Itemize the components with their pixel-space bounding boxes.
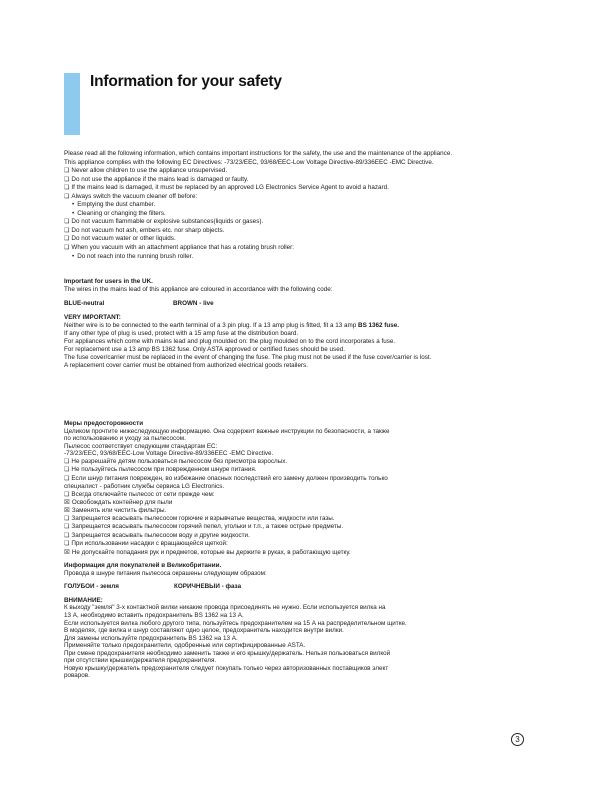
uk-line: Новую крышку/держатель предохранителя следует покупать только через авторизованных поставщиков элект [64,664,389,672]
list-item: ❏ Не пользуйтесь пылесосом при поврежденном шнуре питания. [64,466,542,475]
intro-line: -73/23/EEC, 93/68/EEC-Low Voltage Directive-89/336EEC -EMC Directive. [64,450,274,458]
uk-line: Применяйте только предохранители, одобренные или сертифицированные ASTA. [64,642,306,650]
wire-blue: ГОЛУБОЙ - земля [64,583,119,591]
list-item: ❏ Do not vacuum flammable or explosive substances(liquids or gases). [64,218,542,227]
list-item: ❏ Do not use the appliance if the mains lead is damaged or faulty. [64,176,542,185]
uk-line: A replacement cover carrier must be obtained from authorized electrical goods retailers. [64,362,308,369]
uk-line: If any other type of plug is used, protect with a 15 amp fuse at the distribution board. [64,330,299,337]
page-number: 3 [511,733,524,746]
uk-section-en [64,278,542,370]
sub-list-item: • Do not reach into the running brush roller. [64,253,542,262]
wires-text: The wires in the mains lead of this appliance are coloured in accordance with the following code: [64,286,333,293]
wire-codes [64,583,542,591]
list-item: ❏ Не разрешайте детям пользоваться пылесосом без присмотра взрослых. [64,458,542,467]
uk-line: При смене предохранителя необходимо заменить также и его крышку/держатель. Нельзя пользоваться вилкой [64,649,391,657]
list-item: ❏ When you vacuum with an attachment appliance that has a rotating brush roller: [64,244,542,253]
ru-uk-heading: Информация для покупателей в Великобритании. [64,562,222,570]
list-item: ❏ Всегда отключайте пылесос от сети прежде чем: [64,491,542,500]
intro-line: Please read all the following information, which contains important instructions for the safety, the use and the maintenance of the appliance. [64,150,453,157]
list-item: ❏ Do not vacuum hot ash, embers etc. nor sharp objects. [64,227,542,236]
uk-line: For appliances which come with mains lead and plug moulded on: the plug moulded on to the cord incorporates a fuse. [64,338,396,345]
list-item: ❏ Запрещается всасывать пылесосом горючие и взрывчатые вещества, жидкости или газы. [64,515,542,524]
wires-text: Провода в шнуре питания пылесоса окрашены следующим образом: [64,569,267,577]
uk-line: К выходу "земля" 3-х контактной вилки никакие провода присоединять не нужно. Если используется вилка на [64,604,386,612]
wire-codes [64,300,542,308]
wire-blue: BLUE-neutral [64,300,105,307]
list-item: ❏ Если шнур питания поврежден, во избежание опасных последствий его замену должен производить только [64,475,542,484]
uk-line: For replacement use a 13 amp BS 1362 fuse. Only ASTA approved or certified fuses should be used. [64,346,345,353]
wire-brown: BROWN - live [173,300,214,307]
wire-brown: КОРИЧНЕВЫЙ - фаза [174,583,242,591]
list-item: ❏ Never allow children to use the appliance unsupervised. [64,167,542,176]
safety-section-en [64,150,542,261]
sub-list-item: • Cleaning or changing the filters. [64,210,542,219]
x-list-item: ☒ Освобождать контейнер для пыли [64,499,542,507]
uk-line: Для замены используйте предохранитель BS 1362 на 13 А. [64,634,238,642]
list-item: ❏ При использовании насадки с вращающейся щеткой: [64,540,542,549]
uk-line: роваров. [64,672,90,680]
ru-heading: Меры предосторожности [64,420,144,427]
list-item: ❏ If the mains lead is damaged, it must be replaced by an approved LG Electronics Service Agent to avoid a hazard. [64,184,542,193]
intro-line: Пылесос соответствует следующим стандартам ЕС: [64,442,218,450]
uk-heading: Important for users in the UK. [64,278,153,285]
page-title: Information for your safety [90,73,282,90]
sub-list-item: • Emptying the dust chamber. [64,201,542,210]
intro-line: Целиком прочтите нижеследующую информацию. Она содержит важные инструкции по безопасности, а также [64,427,390,435]
fuse-bold: BS 1362 fuse. [358,322,399,329]
very-important-heading: ВНИМАНИЕ: [64,596,103,604]
uk-line: В моделях, где вилка и шнур составляют одно целое, предохранитель находится внутри вилки. [64,627,344,635]
x-list-item: ☒ Заменять или чистить фильтры. [64,507,542,515]
safety-section-ru [64,420,542,680]
uk-line: Neither wire is to be connected to the earth terminal of a 3 pin plug. If a 13 amp plug is fitted, fit a 13 amp BS 1362 fuse. [64,322,399,329]
list-item: ❏ Do not vacuum water or other liquids. [64,235,542,244]
list-item: ❏ Запрещается всасывать пылесосом горячий пепел, угольки и т.п., а также острые предметы. [64,523,542,532]
list-item-continuation: специалист - работник службы сервиса LG Electronics. [64,483,225,491]
accent-bar [64,73,80,135]
intro-line: This appliance complies with the following EC Directives: -73/23/EEC, 93/68/EEC-Low Voltage Directive-89/336EEC -EMC Directive. [64,158,434,166]
uk-line: при отсутствии крышки/держателя предохранителя. [64,657,217,665]
intro-line: по использованию и уходу за пылесосом. [64,435,186,443]
uk-line: The fuse cover/carrier must be replaced in the event of changing the fuse. The plug must not be used if the fuse cover/carrier is lost. [64,354,432,361]
very-important-heading: VERY IMPORTANT: [64,314,121,321]
uk-line: Если используется вилка любого другого типа, пользуйтесь предохранителем на 15 А на распределительном щитке. [64,619,407,627]
uk-line: 13 А, необходимо вставить предохранитель BS 1362 на 13 А. [64,612,244,620]
list-item: ❏ Запрещается всасывать пылесосом воду и другие жидкости. [64,532,542,541]
list-item: ❏ Always switch the vacuum cleaner off before: [64,193,542,202]
x-list-item: ☒ Не допускайте попадания рук и предметов, которые вы держите в руках, в работающую щетку. [64,549,542,557]
